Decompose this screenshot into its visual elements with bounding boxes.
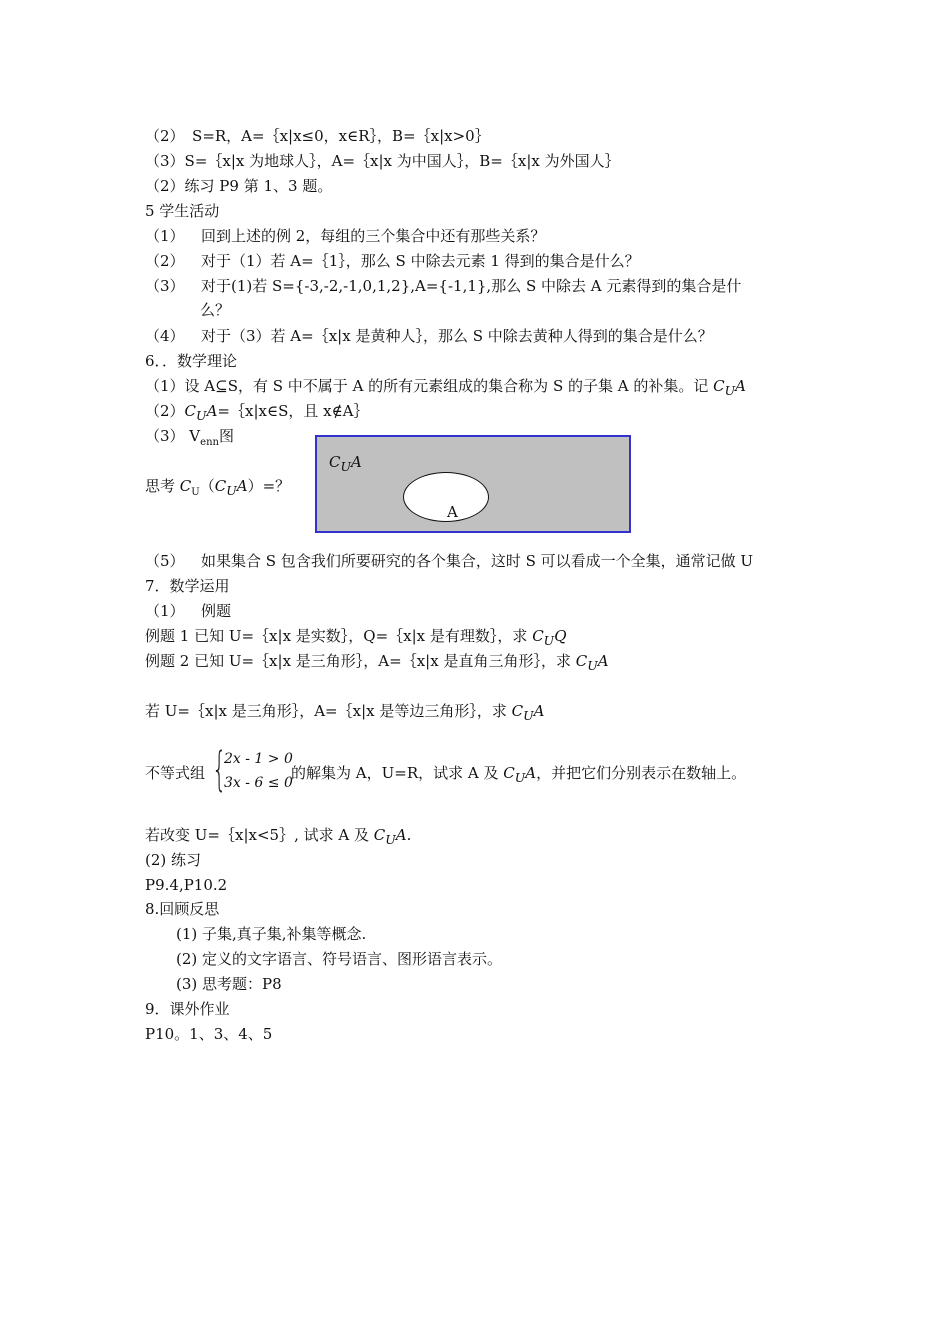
item-activity-3	[145, 276, 741, 296]
complement-symbol: C	[503, 764, 515, 782]
item-text: 例题	[201, 602, 232, 620]
complement-symbol: C	[184, 402, 197, 420]
text: （	[199, 477, 215, 495]
complement-symbol: C	[511, 702, 524, 720]
item-theory-5	[145, 551, 753, 571]
review-2: (2) 定义的文字语言、符号语言、图形语言表示。	[176, 950, 503, 968]
review-1: (1) 子集,真子集,补集等概念.	[176, 925, 367, 943]
complement-symbol: C	[575, 652, 588, 670]
line-2: （3）S=｛x|x 为地球人｝，A=｛x|x 为中国人｝，B=｛x|x 为外国人｝	[145, 152, 620, 170]
example-2	[145, 651, 609, 676]
subscript: U	[385, 832, 396, 847]
item-activity-3-cont: 么？	[200, 301, 231, 319]
item-text: 对于（3）若 A=｛x|x 是黄种人｝，那么 S 中除去黄种人得到的集合是什么？	[201, 327, 713, 345]
practice-heading: (2) 练习	[145, 851, 202, 869]
item-activity-2	[145, 251, 640, 271]
subscript: enn	[200, 437, 219, 448]
item-activity-1	[145, 226, 545, 246]
heading-math-theory: 6．．数学理论	[145, 352, 238, 370]
complement-symbol: C	[373, 826, 386, 844]
text: 若改变 U=｛x|x<5｝, 试求 A 及	[145, 826, 374, 844]
example-3	[145, 701, 545, 726]
inequality-2: 3x - 6 ≤ 0	[224, 775, 293, 791]
text: 的解集为 A，U=R，试求 A 及	[291, 764, 504, 782]
item-number: （2）	[145, 252, 185, 270]
item-number: （3）	[145, 277, 185, 295]
text: （2）	[145, 402, 185, 420]
text: 思考	[145, 477, 180, 495]
set-symbol: Q	[554, 627, 567, 645]
item-text: 对于（1）若 A=｛1｝，那么 S 中除去元素 1 得到的集合是什么？	[201, 252, 640, 270]
theory-line-1	[145, 376, 746, 401]
theory-line-2	[145, 401, 369, 426]
heading-math-application: 7．数学运用	[145, 577, 230, 595]
subscript: U	[196, 408, 207, 423]
set-symbol: A	[533, 702, 545, 720]
set-symbol: A	[597, 652, 609, 670]
complement-symbol: C	[713, 377, 725, 395]
change-u-line	[145, 825, 411, 850]
venn-diagram	[315, 435, 631, 533]
venn-set-circle	[403, 472, 489, 522]
subscript: U	[226, 483, 237, 498]
item-text: 对于(1)若 S={-3,-2,-1,0,1,2},A={-1,1},那么 S 中除去 A 元素得到的集合是什	[201, 277, 742, 295]
system-brace: {	[212, 742, 227, 796]
practice-pages: P9.4,P10.2	[145, 876, 228, 894]
venn-set-label: A	[447, 503, 458, 521]
text: 不等式组	[145, 764, 206, 782]
theory-line-3	[145, 426, 234, 453]
think-line	[145, 476, 290, 503]
item-text: 如果集合 S 包含我们所要研究的各个集合，这时 S 可以看成一个全集，通常记做 U	[201, 552, 754, 570]
complement-symbol: C	[532, 627, 544, 645]
example-1	[145, 626, 567, 651]
inequality-1: 2x - 1 > 0	[224, 751, 293, 767]
item-number: （5）	[145, 552, 185, 570]
subscript: U	[543, 633, 555, 648]
set-symbol: A	[206, 402, 218, 420]
line-3: （2）练习 P9 第 1、3 题。	[145, 177, 333, 195]
set-symbol: A	[236, 477, 248, 495]
text: ）=？	[247, 477, 291, 495]
subscript: U	[724, 383, 736, 398]
subscript: U	[191, 487, 200, 498]
text: （3） V	[145, 427, 201, 445]
set-symbol: A	[735, 377, 746, 395]
heading-homework: 9．课外作业	[145, 1000, 230, 1018]
homework-pages: P10。1、3、4、5	[145, 1025, 273, 1043]
item-examples	[145, 601, 231, 621]
heading-review: 8.回顾反思	[145, 900, 220, 918]
complement-symbol: C	[179, 477, 192, 495]
review-3: (3) 思考题：P8	[176, 975, 282, 993]
item-number: （1）	[145, 602, 185, 620]
heading-student-activity: 5 学生活动	[145, 202, 220, 220]
item-number: （4）	[145, 327, 185, 345]
complement-symbol: C	[214, 477, 227, 495]
text: 例题 2 已知 U=｛x|x 是三角形｝，A=｛x|x 是直角三角形｝，求	[145, 652, 576, 670]
item-number: （1）	[145, 227, 185, 245]
item-text: 回到上述的例 2，每组的三个集合中还有那些关系？	[201, 227, 546, 245]
text: =｛x|x∈S，且 x∉A｝	[217, 402, 369, 420]
venn-complement-label: $C_UA$	[329, 453, 362, 474]
subscript: U	[587, 658, 598, 673]
text: （1）设 A⊆S，有 S 中不属于 A 的所有元素组成的集合称为 S 的子集 A 的补集。记	[145, 377, 714, 395]
set-symbol: A	[525, 764, 537, 782]
subscript: U	[514, 770, 526, 785]
text: ，并把它们分别表示在数轴上。	[536, 764, 747, 782]
text: 若 U=｛x|x 是三角形｝，A=｛x|x 是等边三角形｝，求	[145, 702, 512, 720]
text: 图	[218, 427, 234, 445]
text: 例题 1 已知 U=｛x|x 是实数｝，Q=｛x|x 是有理数｝，求	[145, 627, 533, 645]
line-1: （2） S=R，A=｛x|x≤0，x∈R｝，B=｛x|x>0｝	[145, 127, 490, 145]
subscript: U	[523, 708, 534, 723]
item-activity-4	[145, 326, 713, 346]
set-symbol: A.	[395, 826, 412, 844]
